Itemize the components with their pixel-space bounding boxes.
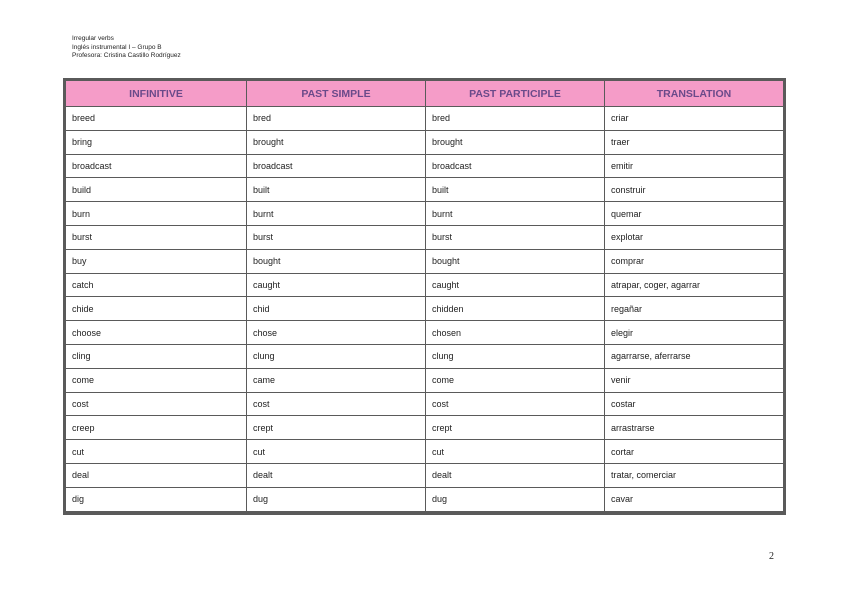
column-header-past-simple: PAST SIMPLE bbox=[247, 81, 426, 107]
cell-translation: traer bbox=[605, 130, 784, 154]
cell-past-simple: dug bbox=[247, 487, 426, 511]
cell-past-simple: brought bbox=[247, 130, 426, 154]
cell-infinitive: cling bbox=[66, 344, 247, 368]
column-header-translation: TRANSLATION bbox=[605, 81, 784, 107]
cell-past-simple: clung bbox=[247, 344, 426, 368]
cell-translation: tratar, comerciar bbox=[605, 463, 784, 487]
table-row bbox=[66, 154, 784, 178]
cell-past-simple: chid bbox=[247, 297, 426, 321]
cell-past-participle: dealt bbox=[426, 463, 605, 487]
cell-past-participle: burst bbox=[426, 225, 605, 249]
cell-translation: agarrarse, aferrarse bbox=[605, 344, 784, 368]
cell-translation: cortar bbox=[605, 440, 784, 464]
cell-past-participle: come bbox=[426, 368, 605, 392]
table-row bbox=[66, 202, 784, 226]
header-teacher: Profesora: Cristina Castillo Rodríguez bbox=[72, 52, 181, 60]
cell-translation: emitir bbox=[605, 154, 784, 178]
cell-infinitive: cut bbox=[66, 440, 247, 464]
cell-translation: quemar bbox=[605, 202, 784, 226]
cell-translation: criar bbox=[605, 107, 784, 131]
table-row bbox=[66, 487, 784, 511]
cell-translation: costar bbox=[605, 392, 784, 416]
cell-infinitive: dig bbox=[66, 487, 247, 511]
cell-infinitive: cost bbox=[66, 392, 247, 416]
cell-translation: regañar bbox=[605, 297, 784, 321]
cell-past-participle: brought bbox=[426, 130, 605, 154]
cell-infinitive: burn bbox=[66, 202, 247, 226]
cell-past-participle: burnt bbox=[426, 202, 605, 226]
cell-past-participle: built bbox=[426, 178, 605, 202]
cell-past-simple: burnt bbox=[247, 202, 426, 226]
cell-past-participle: cost bbox=[426, 392, 605, 416]
cell-infinitive: catch bbox=[66, 273, 247, 297]
column-header-infinitive: INFINITIVE bbox=[66, 81, 247, 107]
table-row bbox=[66, 107, 784, 131]
cell-translation: cavar bbox=[605, 487, 784, 511]
cell-past-simple: came bbox=[247, 368, 426, 392]
header-course: Inglés instrumental I – Grupo B bbox=[72, 43, 162, 51]
cell-infinitive: burst bbox=[66, 225, 247, 249]
cell-infinitive: bring bbox=[66, 130, 247, 154]
table-row bbox=[66, 463, 784, 487]
cell-past-simple: burst bbox=[247, 225, 426, 249]
table-row bbox=[66, 178, 784, 202]
cell-infinitive: buy bbox=[66, 249, 247, 273]
cell-past-participle: dug bbox=[426, 487, 605, 511]
table-header-row bbox=[66, 81, 784, 107]
cell-past-participle: bred bbox=[426, 107, 605, 131]
table-row bbox=[66, 344, 784, 368]
cell-past-simple: broadcast bbox=[247, 154, 426, 178]
cell-past-participle: clung bbox=[426, 344, 605, 368]
cell-translation: construir bbox=[605, 178, 784, 202]
cell-past-simple: cost bbox=[247, 392, 426, 416]
column-header-past-participle: PAST PARTICIPLE bbox=[426, 81, 605, 107]
cell-translation: venir bbox=[605, 368, 784, 392]
table-row bbox=[66, 440, 784, 464]
table-row bbox=[66, 249, 784, 273]
cell-past-simple: bred bbox=[247, 107, 426, 131]
cell-past-simple: built bbox=[247, 178, 426, 202]
cell-past-participle: bought bbox=[426, 249, 605, 273]
cell-past-participle: chosen bbox=[426, 321, 605, 345]
cell-past-participle: broadcast bbox=[426, 154, 605, 178]
table-row bbox=[66, 416, 784, 440]
cell-past-simple: caught bbox=[247, 273, 426, 297]
cell-translation: comprar bbox=[605, 249, 784, 273]
cell-past-participle: chidden bbox=[426, 297, 605, 321]
table-row bbox=[66, 130, 784, 154]
header-title: Irregular verbs bbox=[72, 35, 114, 42]
cell-infinitive: build bbox=[66, 178, 247, 202]
cell-past-simple: crept bbox=[247, 416, 426, 440]
cell-past-simple: chose bbox=[247, 321, 426, 345]
cell-past-participle: cut bbox=[426, 440, 605, 464]
cell-past-participle: crept bbox=[426, 416, 605, 440]
table-row bbox=[66, 321, 784, 345]
irregular-verbs-table bbox=[63, 78, 786, 515]
table-body bbox=[66, 107, 784, 512]
cell-translation: elegir bbox=[605, 321, 784, 345]
table-row bbox=[66, 297, 784, 321]
cell-past-participle: caught bbox=[426, 273, 605, 297]
table-row bbox=[66, 225, 784, 249]
cell-past-simple: cut bbox=[247, 440, 426, 464]
cell-infinitive: choose bbox=[66, 321, 247, 345]
cell-infinitive: chide bbox=[66, 297, 247, 321]
table-row bbox=[66, 368, 784, 392]
cell-infinitive: breed bbox=[66, 107, 247, 131]
cell-infinitive: deal bbox=[66, 463, 247, 487]
table-row bbox=[66, 392, 784, 416]
cell-infinitive: broadcast bbox=[66, 154, 247, 178]
cell-past-simple: dealt bbox=[247, 463, 426, 487]
document-header bbox=[72, 35, 181, 61]
table-row bbox=[66, 273, 784, 297]
cell-infinitive: creep bbox=[66, 416, 247, 440]
cell-infinitive: come bbox=[66, 368, 247, 392]
cell-translation: arrastrarse bbox=[605, 416, 784, 440]
cell-translation: atrapar, coger, agarrar bbox=[605, 273, 784, 297]
cell-translation: explotar bbox=[605, 225, 784, 249]
page-number: 2 bbox=[769, 551, 774, 562]
cell-past-simple: bought bbox=[247, 249, 426, 273]
